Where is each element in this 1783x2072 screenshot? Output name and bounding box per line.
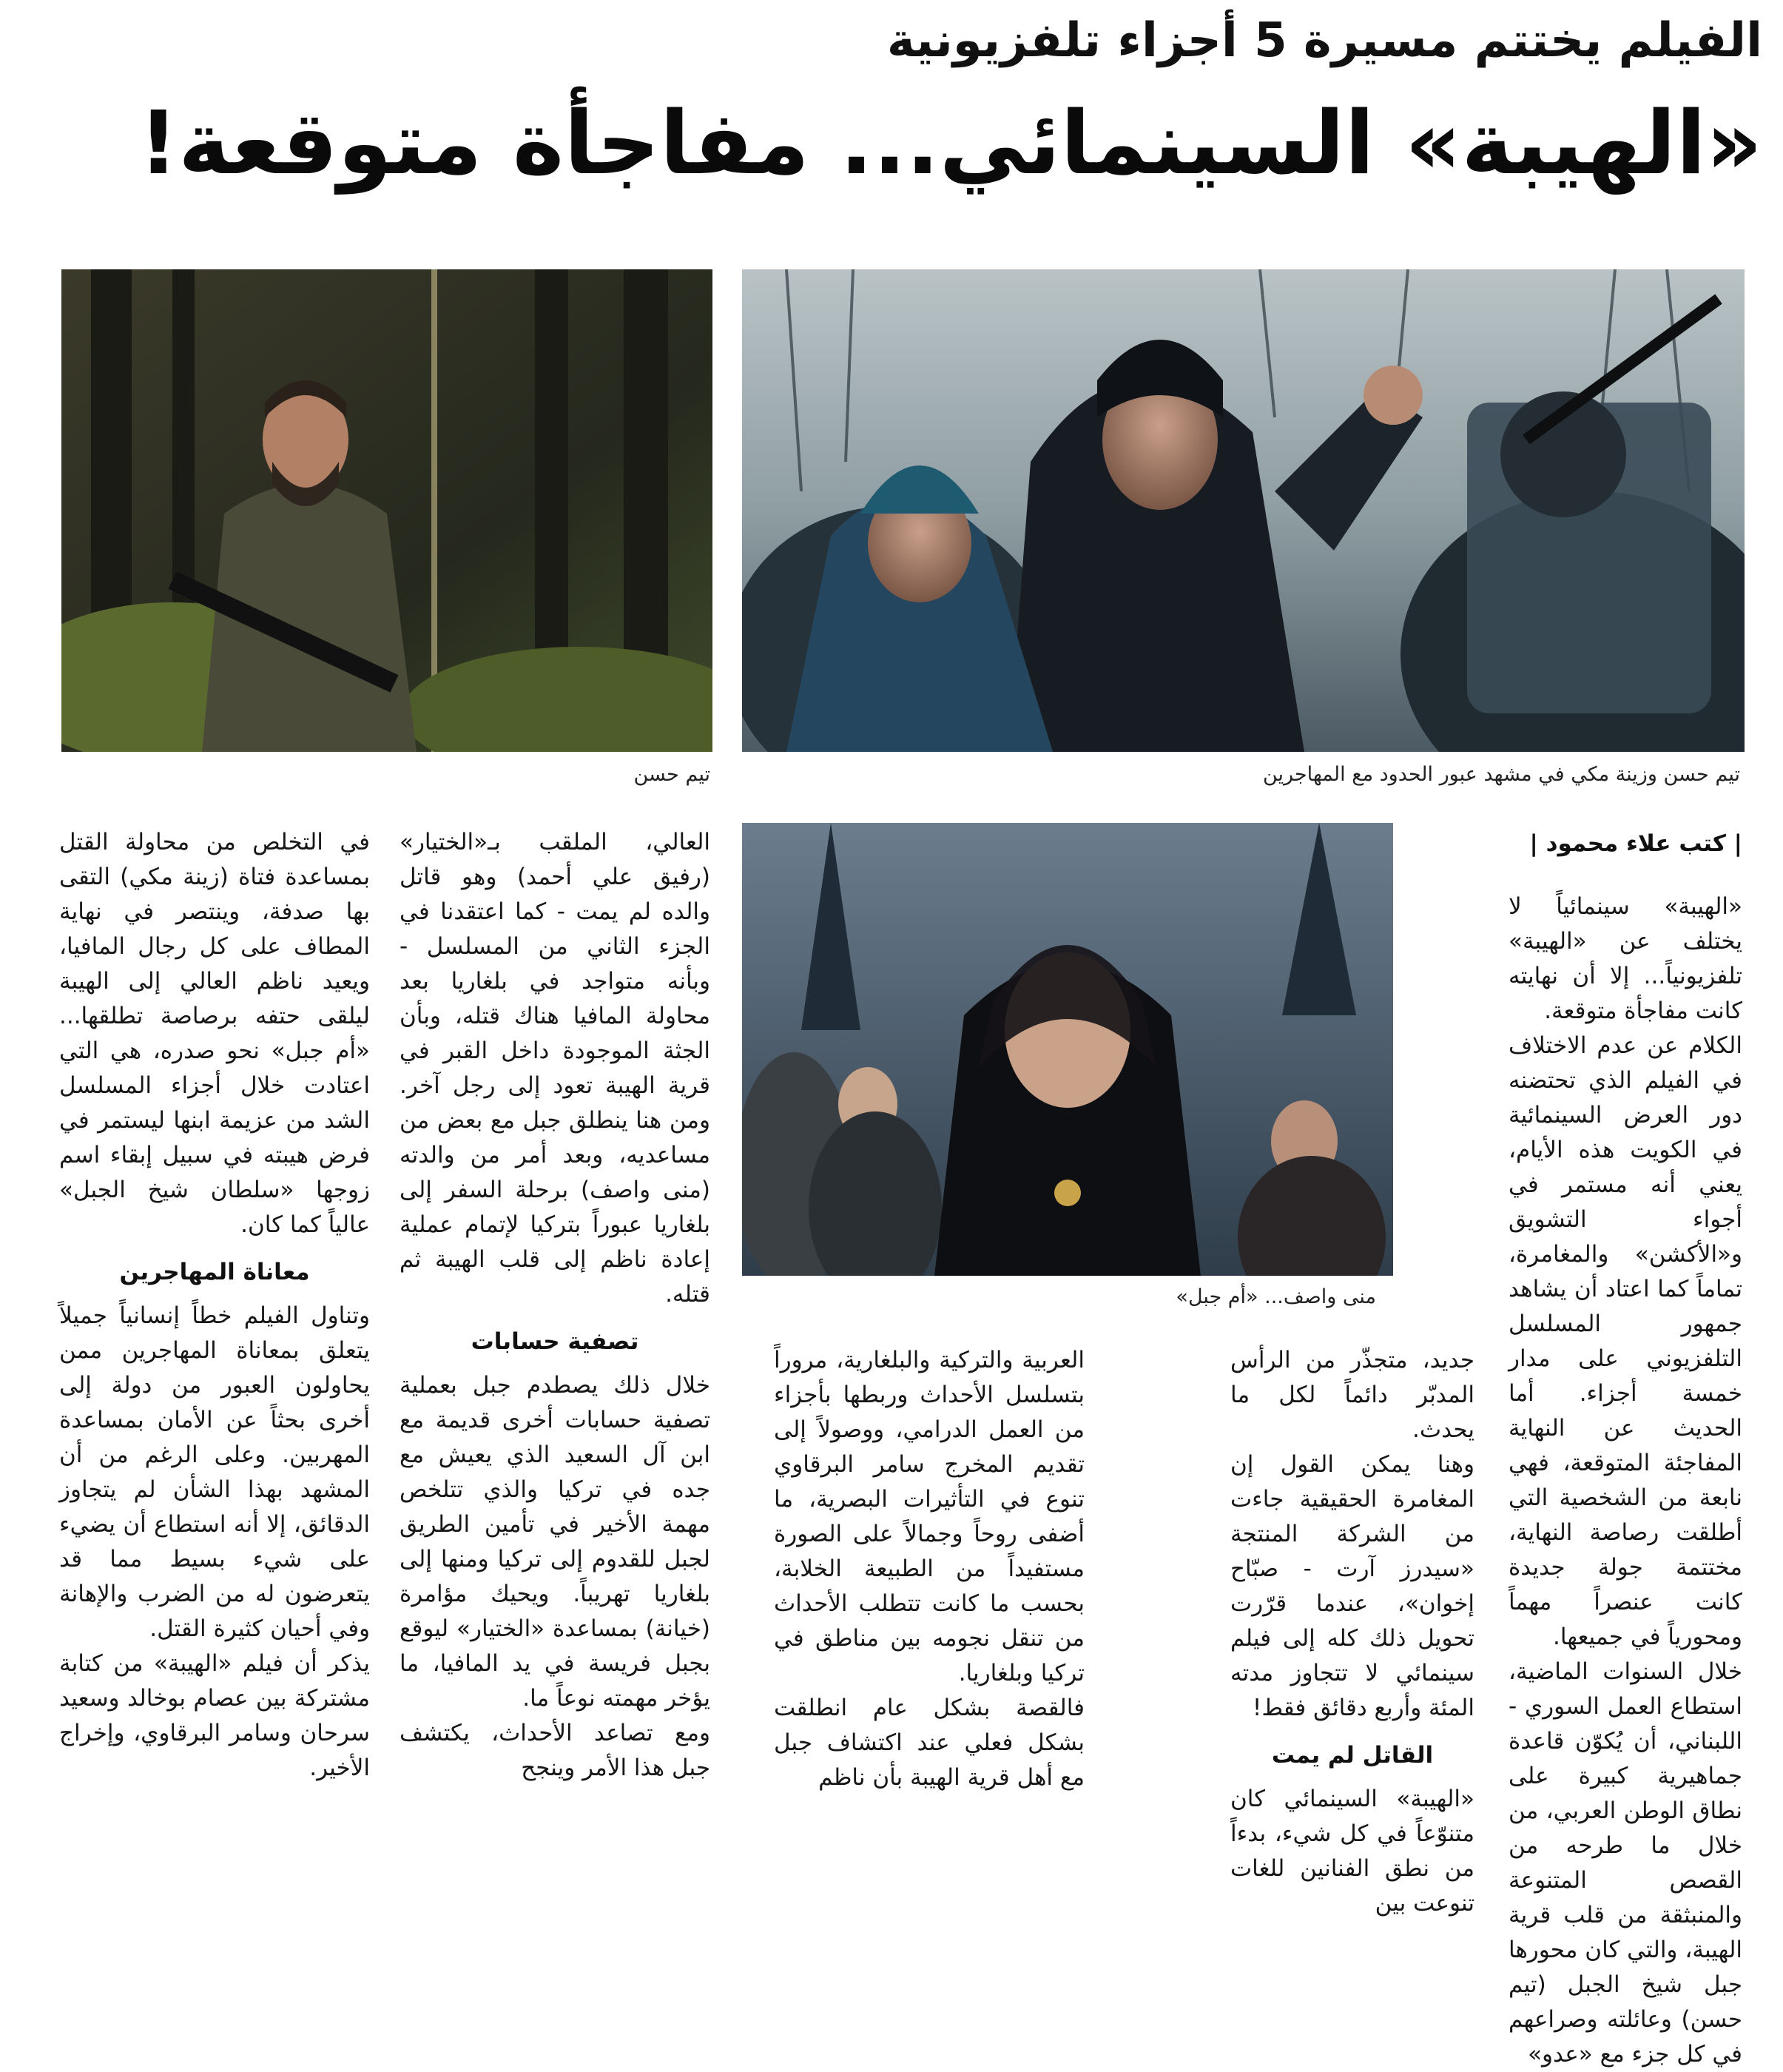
paragraph: خلال السنوات الماضية، استطاع العمل السوري - اللبناني، أن يُكوّن قاعدة جماهيرية كبيرة على نطاق الوطن العربي، من خلال ما طرحه من القصص المتنوعة والمنبثقة من قلب قرية الهيبة، والتي كان محورها جبل شيخ الجبل (تيم حسن) وعائلته وصراعهم في كل جزء مع «عدو» (1509, 1658, 1742, 2068)
article-column-5 (59, 825, 370, 1786)
main-photo-caption: تيم حسن وزينة مكي في مشهد عبور الحدود مع المهاجرين (1262, 763, 1740, 786)
paragraph: يذكر أن فيلم «الهيبة» من كتابة مشتركة بين عصام بوخالد وسعيد سرحان وسامر البرقاوي، وإخراج الأخير. (59, 1650, 370, 1781)
paragraph: العالي، الملقب بـ«الختيار» (رفيق علي أحمد) وهو قاتل والده لم يمت - كما اعتقدنا في الجزء الثاني من المسلسل - وبأنه متواجد في بلغاريا بعد محاولة المافيا هناك قتله، وبأن الجثة الموجودة داخل القبر في قرية الهيبة تعود إلى رجل آخر. ومن هنا ينطلق جبل مع بعض من مساعديه، وبعد أمر من والدته (منى واصف) برحلة السفر إلى بلغاريا عبوراً بتركيا لإتمام عملية إعادة ناظم إلى قلب الهيبة ثم قتله. (400, 829, 710, 1308)
paragraph: «الهيبة» السينمائي كان متنوّعاً في كل شيء، بدءاً من نطق الفنانين للغات تنوعت بين (1230, 1786, 1474, 1917)
paragraph: في التخلص من محاولة القتل بمساعدة فتاة (زينة مكي) التقى بها صدفة، وينتصر في نهاية المطاف على كل رجال المافيا، ويعيد ناظم العالي إلى الهيبة ليلقى حتفه برصاصة تطلقها... «أم جبل» نحو صدره، هي التي اعتادت خلال أجزاء المسلسل الشد من عزيمة ابنها ليستمر في فرض هيبته في سبيل إبقاء اسم زوجها «سلطان شيخ الجبل» عالياً كما كان. (59, 829, 370, 1238)
byline: | كتب علاء محمود | (1529, 830, 1742, 857)
subheading: معاناة المهاجرين (119, 1259, 310, 1285)
article-column-3 (774, 1343, 1085, 1795)
middle-photo (742, 823, 1393, 1276)
paragraph: وتناول الفيلم خطاً إنسانياً جميلاً يتعلق بمعاناة المهاجرين ممن يحاولون العبور من دولة إلى أخرى بحثاً عن الأمان بمساعدة المهربين. وعلى الرغم من أن المشهد بهذا الشأن لم يتجاوز الدقائق، إلا أنه استطاع أن يضيء على شيء بسيط مما قد يتعرضون له من الضرب والإهانة وفي أحيان كثيرة القتل. (59, 1302, 370, 1642)
paragraph: فالقصة بشكل عام انطلقت بشكل فعلي عند اكتشاف جبل مع أهل قرية الهيبة بأن ناظم (774, 1695, 1085, 1791)
paragraph: خلال ذلك يصطدم جبل بعملية تصفية حسابات أخرى قديمة مع ابن آل السعيد الذي يعيش مع جده في تركيا والذي تتلخص مهمة الأخير في تأمين الطريق لجبل للقدوم إلى تركيا ومنها إلى بلغاريا تهريباً. ويحيك مؤامرة (خيانة) بمساعدة «الختيار» ليوقع بجبل فريسة في يد المافيا، ما يؤخر مهمته نوعاً ما. (400, 1372, 710, 1712)
left-photo-caption: تيم حسن (633, 763, 710, 786)
paragraph: «الهيبة» سينمائياً لا يختلف عن «الهيبة» تلفزيونياً... إلا أن نهايته كانت مفاجأة متوقعة. (1509, 893, 1742, 1024)
paragraph: العربية والتركية والبلغارية، مروراً بتسلسل الأحداث وربطها بأجزاء من العمل الدرامي، ووصولاً إلى تقديم المخرج سامر البرقاوي تنوع في التأثيرات البصرية، ما أضفى روحاً وجمالاً على الصورة مستفيداً من الطبيعة الخلابة، بحسب ما كانت تتطلب الأحداث من تنقل نجومه بين مناطق في تركيا وبلغاريا. (774, 1347, 1085, 1686)
subheading: القاتل لم يمت (1271, 1742, 1434, 1769)
middle-photo-caption: منى واصف... «أم جبل» (1176, 1285, 1376, 1308)
article-column-2 (1230, 1343, 1474, 1921)
kicker-headline: الفيلم يختتم مسيرة 5 أجزاء تلفزيونية (886, 13, 1762, 68)
main-headline: «الهيبة» السينمائي... مفاجأة متوقعة! (138, 92, 1762, 194)
subheading: تصفية حسابات (471, 1328, 639, 1355)
left-photo (61, 269, 712, 752)
article-column-1 (1509, 889, 1742, 2072)
paragraph: ومع تصاعد الأحداث، يكتشف جبل هذا الأمر وينجح (400, 1720, 710, 1781)
paragraph: جديد، متجذّر من الرأس المدبّر دائماً لكل ما يحدث. (1230, 1347, 1474, 1443)
paragraph: وهنا يمكن القول إن المغامرة الحقيقية جاءت من الشركة المنتجة «سيدرز آرت - صبّاح إخوان»، عندما قرّرت تحويل ذلك كله إلى فيلم سينمائي لا تتجاوز مدته المئة وأربع دقائق فقط! (1230, 1451, 1474, 1721)
article-column-4 (400, 825, 710, 1786)
paragraph: الكلام عن عدم الاختلاف في الفيلم الذي تحتضنه دور العرض السينمائية في الكويت هذه الأيام، يعني أنه مستمر في أجواء التشويق و«الأكشن» والمغامرة، تماماً كما اعتاد أن يشاهد جمهور المسلسل التلفزيوني على مدار خمسة أجزاء. أما الحديث عن النهاية المفاجئة المتوقعة، فهي نابعة من الشخصية التي أطلقت رصاصة النهاية، مختتمة جولة جديدة كانت عنصراً مهماً ومحورياً في جميعها. (1509, 1032, 1742, 1650)
main-photo (742, 269, 1745, 752)
